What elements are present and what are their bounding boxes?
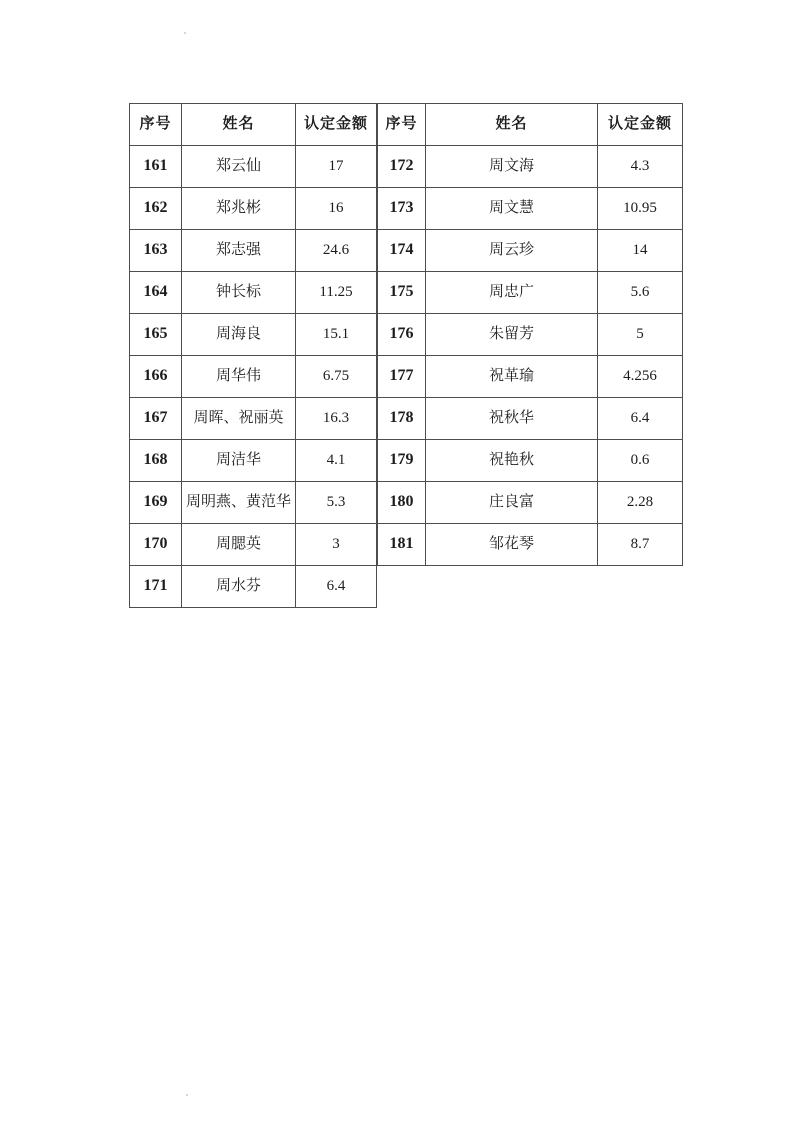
amount-cell: 4.1	[296, 440, 377, 482]
serial-number-cell: 167	[130, 398, 182, 440]
amount-cell: 4.256	[598, 356, 683, 398]
table-row	[130, 524, 377, 566]
table-header-row	[130, 104, 377, 146]
name-cell: 周海良	[182, 314, 296, 356]
name-cell: 钟长标	[182, 272, 296, 314]
table-row	[378, 146, 683, 188]
name-cell: 祝秋华	[426, 398, 598, 440]
amount-cell: 10.95	[598, 188, 683, 230]
serial-number-cell: 161	[130, 146, 182, 188]
amount-cell: 17	[296, 146, 377, 188]
name-cell: 周文慧	[426, 188, 598, 230]
table-row	[130, 230, 377, 272]
serial-number-cell: 168	[130, 440, 182, 482]
amount-cell: 6.4	[296, 566, 377, 608]
table-row	[130, 482, 377, 524]
column-header-serial: 序号	[378, 104, 426, 146]
table-row	[378, 440, 683, 482]
scan-speck	[184, 32, 186, 34]
serial-number-cell: 171	[130, 566, 182, 608]
amount-cell: 16	[296, 188, 377, 230]
name-cell: 祝艳秋	[426, 440, 598, 482]
serial-number-cell: 178	[378, 398, 426, 440]
name-cell: 周明燕、黄范华	[182, 482, 296, 524]
table-body	[130, 146, 377, 608]
name-cell: 庄良富	[426, 482, 598, 524]
name-cell: 周文海	[426, 146, 598, 188]
table-row	[130, 314, 377, 356]
column-header-name: 姓名	[426, 104, 598, 146]
table-body	[378, 146, 683, 566]
serial-number-cell: 177	[378, 356, 426, 398]
amount-cell: 24.6	[296, 230, 377, 272]
table-row	[130, 272, 377, 314]
amount-cell: 3	[296, 524, 377, 566]
amount-cell: 2.28	[598, 482, 683, 524]
header-row	[130, 104, 377, 146]
table-row	[378, 272, 683, 314]
table-row	[378, 398, 683, 440]
amount-cell: 16.3	[296, 398, 377, 440]
amount-cell: 5.6	[598, 272, 683, 314]
serial-number-cell: 165	[130, 314, 182, 356]
name-cell: 周晖、祝丽英	[182, 398, 296, 440]
column-header-name: 姓名	[182, 104, 296, 146]
serial-number-cell: 176	[378, 314, 426, 356]
table-row	[378, 230, 683, 272]
serial-number-cell: 181	[378, 524, 426, 566]
serial-number-cell: 163	[130, 230, 182, 272]
name-cell: 朱留芳	[426, 314, 598, 356]
name-cell: 郑志强	[182, 230, 296, 272]
column-header-serial: 序号	[130, 104, 182, 146]
table-header-row	[378, 104, 683, 146]
amount-cell: 14	[598, 230, 683, 272]
roster-tables-container	[129, 103, 683, 608]
table-row	[378, 524, 683, 566]
amount-cell: 0.6	[598, 440, 683, 482]
amount-cell: 4.3	[598, 146, 683, 188]
name-cell: 邹花琴	[426, 524, 598, 566]
serial-number-cell: 169	[130, 482, 182, 524]
table-row	[378, 188, 683, 230]
table-row	[378, 482, 683, 524]
table-row	[378, 314, 683, 356]
name-cell: 郑兆彬	[182, 188, 296, 230]
name-cell: 周洁华	[182, 440, 296, 482]
name-cell: 周云珍	[426, 230, 598, 272]
name-cell: 祝革瑜	[426, 356, 598, 398]
serial-number-cell: 172	[378, 146, 426, 188]
table-row	[130, 188, 377, 230]
serial-number-cell: 180	[378, 482, 426, 524]
roster-table-left	[129, 103, 377, 608]
table-row	[130, 146, 377, 188]
serial-number-cell: 166	[130, 356, 182, 398]
table-row	[130, 566, 377, 608]
serial-number-cell: 170	[130, 524, 182, 566]
amount-cell: 11.25	[296, 272, 377, 314]
serial-number-cell: 173	[378, 188, 426, 230]
serial-number-cell: 162	[130, 188, 182, 230]
serial-number-cell: 174	[378, 230, 426, 272]
name-cell: 周华伟	[182, 356, 296, 398]
table-row	[130, 440, 377, 482]
serial-number-cell: 164	[130, 272, 182, 314]
amount-cell: 5	[598, 314, 683, 356]
amount-cell: 8.7	[598, 524, 683, 566]
amount-cell: 15.1	[296, 314, 377, 356]
table-row	[130, 398, 377, 440]
name-cell: 周忠广	[426, 272, 598, 314]
amount-cell: 6.4	[598, 398, 683, 440]
scan-speck	[186, 1094, 188, 1096]
amount-cell: 5.3	[296, 482, 377, 524]
table-row	[378, 356, 683, 398]
amount-cell: 6.75	[296, 356, 377, 398]
column-header-amount: 认定金额	[296, 104, 377, 146]
roster-table-right	[377, 103, 683, 566]
header-row	[378, 104, 683, 146]
serial-number-cell: 175	[378, 272, 426, 314]
table-row	[130, 356, 377, 398]
serial-number-cell: 179	[378, 440, 426, 482]
name-cell: 郑云仙	[182, 146, 296, 188]
name-cell: 周腮英	[182, 524, 296, 566]
column-header-amount: 认定金额	[598, 104, 683, 146]
name-cell: 周水芬	[182, 566, 296, 608]
